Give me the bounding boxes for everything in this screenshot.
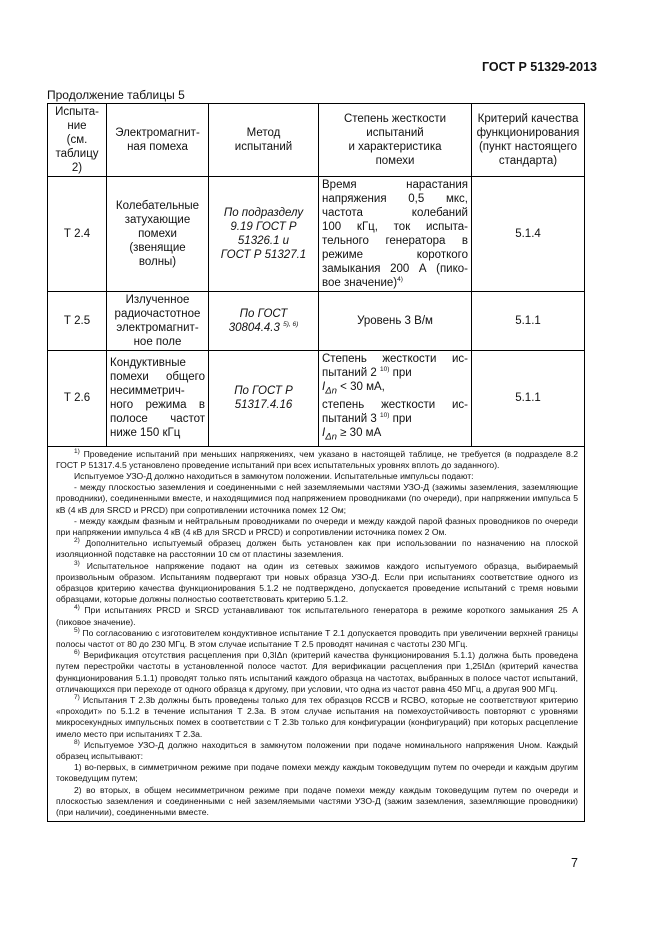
footnote-text: При испытаниях PRCD и SRCD устанавливают ток испытательного генератора в режиме короткого замыкания 25 А (пиковое значение). bbox=[56, 605, 579, 627]
severity-line: степень жесткости ис- bbox=[322, 399, 468, 412]
row-method bbox=[209, 292, 319, 351]
footnote-text: Дополнительно испытуемый образец должен быть установлен как при использовании по назначению на плоской изоляционной подставке на расстоянии 10 см от пластины заземления. bbox=[56, 538, 578, 560]
row-severity bbox=[319, 177, 472, 292]
severity-lines bbox=[322, 178, 468, 290]
footnote-text: - между плоскостью заземления и соединенными с ней заземляемыми частями УЗО-Д (зажимы заземления, заземляющие проводники), соединенными вместе, и находящимися под напряжением проводниками (по очереди), при напряжении импульса 5 кВ (4 кВ для SRCD и PRCD) при сопротивлении источника помех 12 Ом; bbox=[56, 482, 578, 515]
footnote-mark: 1) bbox=[74, 447, 80, 455]
text-line: ниже 150 кГц bbox=[110, 427, 181, 440]
text-line: 51317.4.16 bbox=[234, 399, 293, 412]
footnote-list bbox=[56, 449, 578, 819]
row-criterion: 5.1.1 bbox=[472, 292, 585, 351]
header-method bbox=[209, 104, 319, 177]
footnote bbox=[56, 516, 578, 538]
text-line: 2) bbox=[71, 162, 83, 174]
text-line: затухающие bbox=[124, 214, 191, 226]
footnote bbox=[56, 482, 578, 516]
row-severity: Уровень 3 В/м bbox=[319, 292, 472, 351]
row-severity bbox=[319, 351, 472, 447]
row-criterion: 5.1.4 bbox=[472, 177, 585, 292]
footnote-mark: 5) bbox=[74, 626, 80, 634]
text-line: Колебательные bbox=[115, 200, 200, 212]
text-line: помехи bbox=[138, 228, 177, 240]
text-line: вое значение)$^{4)}$ bbox=[322, 276, 403, 289]
footnote bbox=[56, 785, 578, 819]
header-criterion bbox=[472, 104, 585, 177]
standard-number: ГОСТ Р 51329-2013 bbox=[481, 60, 597, 74]
row-test: Т 2.6 bbox=[48, 351, 107, 447]
footnote bbox=[56, 605, 578, 627]
text-line: Время нарастания bbox=[322, 179, 468, 191]
row-criterion: 5.1.1 bbox=[472, 351, 585, 447]
header-severity bbox=[319, 104, 472, 177]
text-line: Кондуктивные bbox=[110, 357, 186, 370]
footnotes bbox=[48, 446, 585, 822]
row-test: Т 2.5 bbox=[48, 292, 107, 351]
footnote bbox=[56, 538, 578, 560]
text-line: 51326.1 и bbox=[237, 235, 290, 247]
text-line: функционирования bbox=[476, 127, 580, 139]
footnote bbox=[56, 740, 578, 762]
text-line: ГОСТ Р 51327.1 bbox=[220, 249, 307, 261]
text-line: Испыта- bbox=[55, 106, 99, 118]
test-table bbox=[47, 103, 585, 822]
text-line: напряжения 0,5 мкс, bbox=[322, 193, 468, 205]
text-line: (см. bbox=[66, 134, 88, 146]
row-method bbox=[209, 351, 319, 447]
table-continuation-caption: Продолжение таблицы 5 bbox=[47, 88, 185, 102]
text-line: стандарта) bbox=[498, 155, 558, 167]
text-line: 100 кГц, ток испыта- bbox=[322, 221, 468, 233]
text-line: ние bbox=[67, 120, 87, 132]
row-interference bbox=[107, 292, 209, 351]
table-header-row bbox=[48, 104, 585, 177]
text-line: Степень жесткости bbox=[343, 113, 447, 125]
footnote-text: Испытания Т 2.3b должны быть проведены только для тех образцов RCCB и RCBO, которые не соответствуют критерию «проходит» по 5.1.2 в течение испытания Т 2.3a. В этом случае испытания на помехоустойчивость повторяют с уровнями микросекундных импульсных помех в соответствии с Т 2.3b только для конфигурации (конфигураций) при которых расцепление имело место при испытаниях Т 2.3a. bbox=[56, 695, 579, 739]
severity-line: Степень жесткости ис- bbox=[322, 353, 468, 365]
footnote bbox=[56, 471, 578, 482]
footnote-text: Испытуемое УЗО-Д должно находиться в замкнутом положении при подаче номинального напряжения Uном. Каждый образец испытывают: bbox=[56, 739, 578, 762]
text-line: волны) bbox=[138, 256, 177, 268]
text-line: замыкания 200 А (пико- bbox=[322, 263, 468, 275]
header-test bbox=[48, 104, 107, 177]
row-method bbox=[209, 177, 319, 292]
text-line: полосе частот bbox=[110, 413, 205, 426]
table-row bbox=[48, 177, 585, 292]
text-line: тельного генератора в bbox=[322, 235, 468, 247]
text-line: (звенящие bbox=[129, 242, 186, 254]
text-line: электромагнит- bbox=[116, 322, 199, 334]
text-line: ного режима в bbox=[110, 399, 205, 412]
text-line: ное поле bbox=[133, 336, 182, 348]
footnote bbox=[56, 628, 578, 650]
page-number: 7 bbox=[571, 856, 578, 870]
footnote bbox=[56, 449, 578, 471]
text-line: радиочастотное bbox=[114, 308, 201, 320]
text-line: таблицу bbox=[55, 148, 99, 160]
footnote-mark: 3) bbox=[74, 559, 80, 567]
severity-line: пытаний 3 $^{10)}$ при bbox=[322, 412, 412, 426]
header-interference bbox=[107, 104, 209, 177]
footnote-text: 1) во-первых, в симметричном режиме при подаче помехи между каждым токоведущим путем по очереди и каждым другим токоведущим путем; bbox=[56, 762, 578, 784]
footnote-ref: 5), 6) bbox=[283, 321, 299, 329]
footnote-mark: 2) bbox=[74, 537, 80, 545]
footnote-ref: 4) bbox=[397, 276, 403, 284]
table-row bbox=[48, 351, 585, 447]
footnote-text: По согласованию с изготовителем кондуктивное испытание Т 2.1 допускается проводить при увеличении верхней границы полосы частот от 80 до 230 МГц. В этом случае испытание Т 2.5 проводят начиная с частоты 230 МГц. bbox=[56, 627, 578, 650]
row-interference bbox=[107, 351, 209, 447]
footnote-mark: 6) bbox=[74, 649, 80, 657]
footnote-text: Проведение испытаний при меньших напряжениях, чем указано в настоящей таблице, не требуется (в подразделе 8.2 ГОСТ Р 51317.4.5 установлено проведение испытаний при всех испытательных уровнях вплоть до заданного). bbox=[56, 448, 579, 470]
footnote-mark: 8) bbox=[74, 739, 80, 747]
text-line: несимметрич- bbox=[110, 385, 185, 398]
footnote-text: Испытуемое УЗО-Д должно находиться в замкнутом положении. Испытательные импульсы подают: bbox=[74, 471, 474, 481]
text-line: Излученное bbox=[125, 294, 190, 306]
text-line: и характеристика bbox=[348, 141, 442, 153]
text-line: помехи общего bbox=[110, 371, 205, 384]
text-line: испытаний bbox=[366, 127, 424, 139]
text-line: испытаний bbox=[234, 141, 293, 153]
footnote bbox=[56, 762, 578, 784]
severity-line: $I_{\Delta n} \ge 30$ мА bbox=[322, 427, 382, 443]
table-row bbox=[48, 292, 585, 351]
footnote-mark: 7) bbox=[74, 694, 80, 702]
text-line: Метод bbox=[246, 127, 281, 139]
text-line: режиме короткого bbox=[322, 249, 468, 261]
text-line: 9.19 ГОСТ Р bbox=[230, 221, 297, 233]
text-line: ная помеха bbox=[127, 141, 188, 153]
footnote-ref: 10) bbox=[380, 412, 390, 420]
text-line: Критерий качества bbox=[477, 113, 579, 125]
text-line: (пункт настоящего bbox=[478, 141, 578, 153]
text-line: Электромагнит- bbox=[115, 127, 200, 139]
footnote-text: - между каждым фазным и нейтральным проводниками по очереди и между каждой парой фазных проводников по очереди при напряжении импульса 4 кВ (4 кВ для SRCD и PRCD) и сопротивлении источника помех 2 Ом. bbox=[56, 515, 578, 538]
text-line: частота колебаний bbox=[322, 207, 468, 219]
footnote bbox=[56, 695, 578, 740]
severity-line: $I_{\Delta n} < 30$ мА, bbox=[322, 381, 385, 397]
row-test: Т 2.4 bbox=[48, 177, 107, 292]
text-line: По ГОСТ Р bbox=[234, 385, 293, 398]
footnote bbox=[56, 561, 578, 606]
interference-lines bbox=[110, 356, 205, 440]
footnote-text: Верификация отсутствия расцепления при 0,3IΔn (критерий качества функционирования 5.1.1) должна быть проведена путем перестройки частоты в установленной полосе частот. Для верификации расцепления при 1,25IΔn (критерий качества функционирования 5.1.1) проводят только пять испытаний каждого образца на частотах, выбранных в полосе частот испытаний, отличающихся при переходе от одного образца к другому, при условии, что одна из частот равна 450 МГц, а другая 900 МГц. bbox=[56, 650, 579, 694]
footnote-ref: 10) bbox=[380, 366, 390, 374]
method-line: 30804.4.3 $^{5), 6)}$ bbox=[228, 321, 299, 334]
row-interference bbox=[107, 177, 209, 292]
text-line: помехи bbox=[375, 155, 415, 167]
footnote-mark: 4) bbox=[74, 604, 80, 612]
severity-line: пытаний 2 $^{10)}$ при bbox=[322, 366, 412, 379]
footnotes-row bbox=[48, 446, 585, 822]
method-line: По ГОСТ bbox=[239, 308, 288, 320]
footnote-text: 2) во вторых, в общем несимметричном режиме при подаче помехи между каждым токоведущим путем по очереди и плоскостью заземления и соединенными с ней заземляемыми частями УЗО-Д (зажим заземления, заземляющие проводники) (при наличии), соединенными вместе. bbox=[56, 784, 578, 818]
text-line: По подразделу bbox=[223, 207, 304, 219]
footnote bbox=[56, 650, 578, 695]
footnote-text: Испытательное напряжение подают на один из сетевых зажимов каждого испытуемого образца, выбираемый произвольным образом. Испытаниям подвергают три новых образца УЗО-Д. Если при испытаниях соответствие одного из образцов критерию качества функционирования 5.1.2 не подтверждено, допускается проведение испытаний с тремя новыми образцами, которые должны полностью соответствовать критерию 5.1.2. bbox=[56, 560, 578, 605]
